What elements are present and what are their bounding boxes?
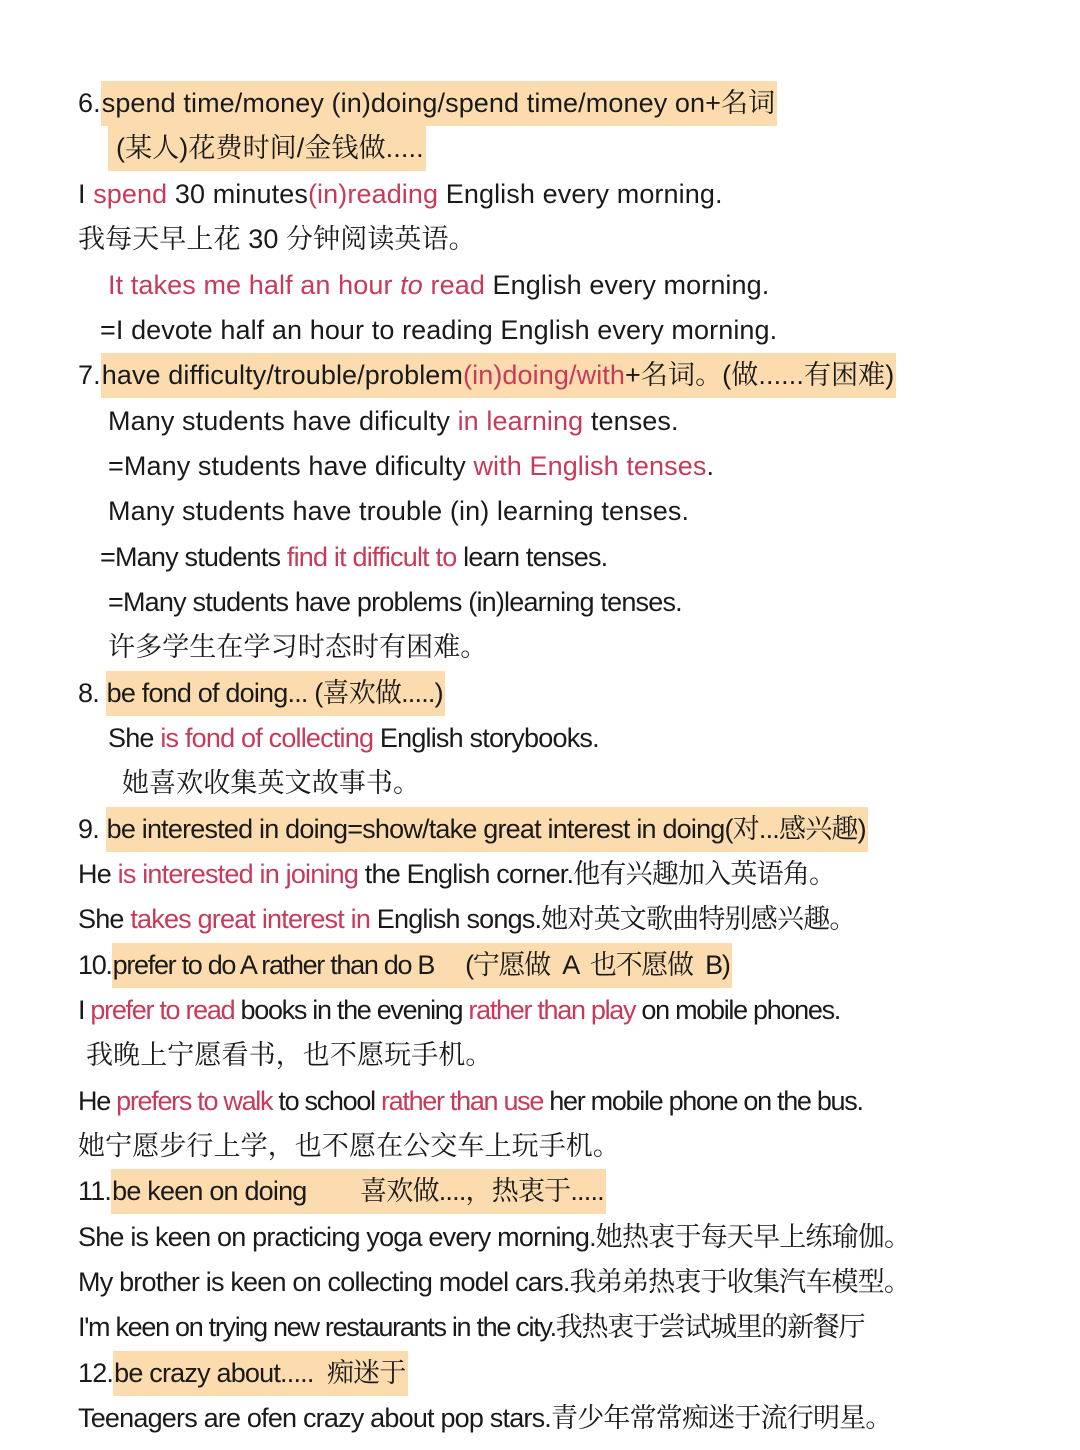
text: 30 minutes bbox=[167, 179, 308, 209]
text: have difficulty/trouble/problem bbox=[101, 360, 464, 390]
example-line bbox=[78, 897, 856, 942]
translation-line: 她喜欢收集英文故事书。 bbox=[122, 768, 421, 798]
phrase-highlight: be fond of doing... (喜欢做.....) bbox=[106, 671, 445, 716]
text: English storybooks. bbox=[373, 723, 599, 753]
example-line: She is keen on practicing yoga every morning.她热衷于每天早上练瑜伽。 bbox=[78, 1222, 911, 1252]
text: =Many students have dificulty bbox=[108, 451, 474, 481]
item-9-heading bbox=[78, 807, 868, 852]
key-phrase: (in)doing/with bbox=[463, 360, 626, 390]
key-phrase: prefers to walk bbox=[116, 1086, 273, 1116]
example-line bbox=[108, 716, 599, 761]
text: Many students have dificulty bbox=[108, 406, 458, 436]
item-number: 6. bbox=[78, 88, 101, 118]
key-phrase: rather than play bbox=[468, 995, 636, 1025]
item-number: 9. bbox=[78, 814, 106, 844]
key-phrase: find it difficult to bbox=[286, 542, 457, 572]
example-line bbox=[100, 535, 607, 580]
text: . bbox=[706, 451, 715, 481]
item-6-heading bbox=[78, 81, 777, 126]
key-phrase-italic: to bbox=[400, 270, 423, 300]
translation-line: 我晚上宁愿看书，也不愿玩手机。 bbox=[86, 1040, 493, 1070]
item-12-heading bbox=[78, 1351, 408, 1396]
phrase-highlight: be interested in doing=show/take great interest in doing(对...感兴趣) bbox=[106, 807, 868, 852]
item-number: 12. bbox=[78, 1358, 114, 1388]
key-phrase: is fond of collecting bbox=[160, 723, 374, 753]
text: She bbox=[78, 904, 131, 934]
example-line bbox=[108, 444, 714, 489]
text: She bbox=[108, 723, 161, 753]
phrase-highlight bbox=[101, 353, 897, 398]
text: learn tenses. bbox=[456, 542, 608, 572]
example-line bbox=[78, 1079, 863, 1124]
item-number: 7. bbox=[78, 360, 101, 390]
text: English songs.她对英文歌曲特别感兴趣。 bbox=[370, 904, 856, 934]
text: He bbox=[78, 859, 118, 889]
phrase-highlight: spend time/money (in)doing/spend time/money on+名词 bbox=[101, 81, 778, 126]
text: He bbox=[78, 1086, 117, 1116]
text: books in the evening bbox=[234, 995, 469, 1025]
key-phrase: spend bbox=[93, 179, 168, 209]
item-number: 8. bbox=[78, 678, 106, 708]
example-line bbox=[78, 988, 840, 1033]
item-6-heading-cn bbox=[108, 126, 426, 171]
text: I bbox=[78, 179, 94, 209]
phrase-highlight: be keen on doing 喜欢做....，热衷于..... bbox=[111, 1169, 606, 1214]
example-line: =I devote half an hour to reading English every morning. bbox=[100, 315, 778, 345]
example-line bbox=[108, 399, 679, 444]
item-8-heading bbox=[78, 671, 445, 716]
key-phrase: read bbox=[422, 270, 485, 300]
text: the English corner.他有兴趣加入英语角。 bbox=[358, 859, 836, 889]
item-7-heading bbox=[78, 353, 896, 398]
example-line: Many students have trouble (in) learning tenses. bbox=[108, 496, 690, 526]
text: on mobile phones. bbox=[635, 995, 840, 1025]
key-phrase: takes great interest in bbox=[130, 904, 371, 934]
example-line bbox=[108, 263, 769, 308]
key-phrase: prefer to read bbox=[90, 995, 235, 1025]
translation-line: 许多学生在学习时态时有困难。 bbox=[108, 632, 488, 662]
phrase-highlight: be crazy about..... 痴迷于 bbox=[113, 1351, 407, 1396]
example-line bbox=[78, 852, 835, 897]
example-line bbox=[78, 172, 723, 217]
text: English every morning. bbox=[484, 270, 770, 300]
text: English every morning. bbox=[438, 179, 723, 209]
item-number: 10. bbox=[78, 950, 112, 980]
key-phrase: rather than use bbox=[380, 1086, 544, 1116]
example-line: =Many students have problems (in)learning tenses. bbox=[108, 587, 682, 617]
translation-line: 我每天早上花 30 分钟阅读英语。 bbox=[78, 224, 476, 254]
example-line: My brother is keen on collecting model cars.我弟弟热衷于收集汽车模型。 bbox=[78, 1267, 911, 1297]
key-phrase: is interested in joining bbox=[117, 859, 359, 889]
text: her mobile phone on the bus. bbox=[543, 1086, 863, 1116]
text: tenses. bbox=[583, 406, 679, 436]
item-number: 11. bbox=[78, 1176, 112, 1206]
item-10-heading bbox=[78, 943, 732, 988]
item-11-heading bbox=[78, 1169, 606, 1214]
example-line: I'm keen on trying new restaurants in the city.我热衷于尝试城里的新餐厅 bbox=[78, 1312, 865, 1342]
phrase-highlight-cn: (某人)花费时间/金钱做..... bbox=[108, 126, 426, 171]
translation-line: 她宁愿步行上学，也不愿在公交车上玩手机。 bbox=[78, 1131, 620, 1161]
text: to school bbox=[272, 1086, 381, 1116]
key-phrase: in learning bbox=[457, 406, 584, 436]
text: I bbox=[78, 995, 91, 1025]
key-phrase: with English tenses bbox=[473, 451, 707, 481]
text: +名词。(做......有困难) bbox=[625, 360, 895, 390]
key-phrase: (in)reading bbox=[307, 179, 439, 209]
text: =Many students bbox=[100, 542, 287, 572]
key-phrase: It takes me half an hour bbox=[108, 270, 401, 300]
example-line: Teenagers are ofen crazy about pop stars.青少年常常痴迷于流行明星。 bbox=[78, 1403, 892, 1433]
phrase-highlight: prefer to do A rather than do B (宁愿做 A 也不愿做 B) bbox=[112, 943, 732, 988]
